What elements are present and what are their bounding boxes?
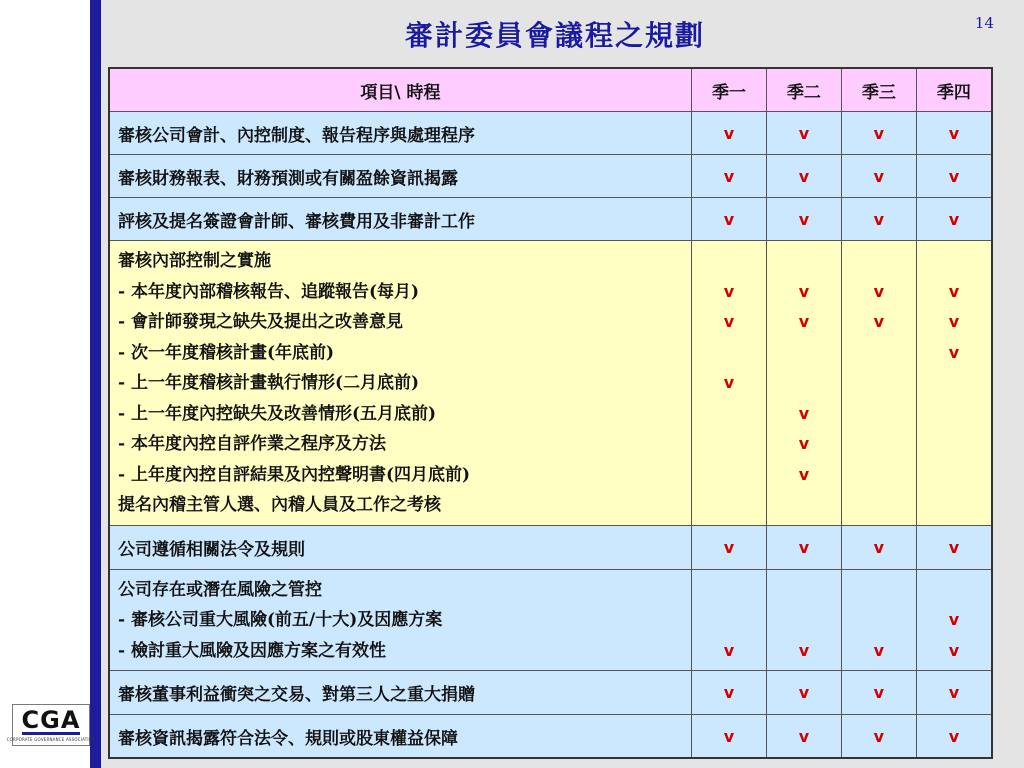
header-q1: 季一 <box>692 68 767 112</box>
internal-control-q1 <box>692 241 767 526</box>
agenda-table <box>108 67 993 759</box>
logo-text: CGA <box>21 706 81 734</box>
internal-control-q3 <box>841 241 916 526</box>
check-q2: v <box>766 525 841 569</box>
check-q3: v <box>841 715 916 759</box>
check-q4: v <box>916 671 992 715</box>
risk-q2 <box>766 569 841 671</box>
check-mark: v <box>723 281 735 301</box>
check-mark <box>700 429 758 460</box>
risk-q1 <box>692 569 767 671</box>
line: - 會計師發現之缺失及提出之改善意見 <box>118 312 403 332</box>
check-mark: v <box>798 403 810 423</box>
internal-control-item <box>109 241 692 526</box>
sidebar <box>0 0 101 768</box>
table-row <box>109 198 992 241</box>
check-mark: v <box>948 640 960 660</box>
check-mark <box>775 246 833 277</box>
line: - 審核公司重大風險(前五/十大)及因應方案 <box>118 610 443 630</box>
header-row <box>109 68 992 112</box>
check-mark: v <box>948 281 960 301</box>
check-mark: v <box>723 373 735 392</box>
table-row-risk <box>109 569 992 671</box>
row-item: 審核財務報表、財務預測或有關盈餘資訊揭露 <box>109 155 692 198</box>
line: - 上一年度稽核計畫執行情形(二月底前) <box>118 373 420 393</box>
row-item: 評核及提名簽證會計師、審核費用及非審計工作 <box>109 198 692 241</box>
check-q3: v <box>841 112 916 155</box>
line: 公司存在或潛在風險之管控 <box>118 579 322 600</box>
check-q3: v <box>841 525 916 569</box>
internal-control-q2 <box>766 241 841 526</box>
check-mark: v <box>948 312 960 331</box>
check-mark <box>700 575 758 606</box>
line: 提名內稽主管人選、內稽人員及工作之考核 <box>118 495 441 515</box>
check-q4: v <box>916 198 992 241</box>
check-mark: v <box>723 640 735 660</box>
check-mark <box>850 605 908 636</box>
check-q1: v <box>692 671 767 715</box>
check-mark <box>700 460 758 491</box>
check-mark <box>850 399 908 430</box>
check-mark <box>925 429 983 460</box>
check-mark <box>700 399 758 430</box>
line: - 檢討重大風險及因應方案之有效性 <box>118 640 386 661</box>
table-row <box>109 671 992 715</box>
line: - 上年度內控自評結果及內控聲明書(四月底前) <box>118 464 471 485</box>
slide-title: 審計委員會議程之規劃 <box>404 19 705 52</box>
check-mark: v <box>948 610 960 629</box>
header-q3: 季三 <box>841 68 916 112</box>
check-mark: v <box>723 312 735 331</box>
line: - 上一年度內控缺失及改善情形(五月底前) <box>118 403 437 424</box>
check-q1: v <box>692 715 767 759</box>
check-mark <box>700 338 758 369</box>
check-mark <box>850 575 908 606</box>
line: - 次一年度稽核計畫(年底前) <box>118 342 335 363</box>
check-mark: v <box>873 312 885 331</box>
risk-q3 <box>841 569 916 671</box>
table-row-internal-control <box>109 241 992 526</box>
check-mark <box>700 605 758 636</box>
check-mark <box>850 460 908 491</box>
check-q2: v <box>766 198 841 241</box>
table-row <box>109 112 992 155</box>
check-q2: v <box>766 671 841 715</box>
check-mark <box>850 490 908 521</box>
check-mark: v <box>873 281 885 301</box>
check-mark <box>850 338 908 369</box>
check-q4: v <box>916 155 992 198</box>
table-row <box>109 525 992 569</box>
check-mark: v <box>948 342 960 362</box>
check-mark: v <box>798 281 810 301</box>
check-q4: v <box>916 715 992 759</box>
check-mark <box>775 368 833 399</box>
header-q4: 季四 <box>916 68 992 112</box>
cga-logo <box>6 704 96 746</box>
check-mark: v <box>798 312 810 331</box>
check-mark <box>925 246 983 277</box>
check-mark <box>775 575 833 606</box>
check-q2: v <box>766 155 841 198</box>
header-item-schedule: 項目\ 時程 <box>109 68 692 112</box>
page-number: 14 <box>974 14 994 32</box>
check-q3: v <box>841 198 916 241</box>
risk-q4 <box>916 569 992 671</box>
check-q3: v <box>841 155 916 198</box>
row-item: 審核公司會計、內控制度、報告程序與處理程序 <box>109 112 692 155</box>
check-mark <box>925 575 983 606</box>
check-q1: v <box>692 525 767 569</box>
check-mark: v <box>798 464 810 484</box>
check-mark <box>850 429 908 460</box>
check-q1: v <box>692 155 767 198</box>
check-mark <box>775 605 833 636</box>
line: - 本年度內控自評作業之程序及方法 <box>118 434 386 454</box>
check-mark <box>700 490 758 521</box>
table-row <box>109 715 992 759</box>
line: 審核內部控制之實施 <box>118 251 271 271</box>
row-item: 審核董事利益衝突之交易、對第三人之重大捐贈 <box>109 671 692 715</box>
check-mark <box>850 246 908 277</box>
table-row <box>109 155 992 198</box>
check-q3: v <box>841 671 916 715</box>
risk-item <box>109 569 692 671</box>
row-item: 公司遵循相關法令及規則 <box>109 525 692 569</box>
check-q2: v <box>766 112 841 155</box>
check-mark: v <box>798 640 810 660</box>
check-mark <box>775 338 833 369</box>
internal-control-q4 <box>916 241 992 526</box>
row-item: 審核資訊揭露符合法令、規則或股東權益保障 <box>109 715 692 759</box>
check-mark: v <box>798 434 810 453</box>
check-mark: v <box>873 640 885 660</box>
check-q2: v <box>766 715 841 759</box>
check-q4: v <box>916 525 992 569</box>
check-mark <box>925 460 983 491</box>
header-q2: 季二 <box>766 68 841 112</box>
logo-subtitle: CORPORATE GOVERNANCE ASSOCIATION <box>6 737 96 742</box>
check-q1: v <box>692 198 767 241</box>
check-mark <box>925 368 983 399</box>
check-q4: v <box>916 112 992 155</box>
check-mark <box>700 246 758 277</box>
line: - 本年度內部稽核報告、追蹤報告(每月) <box>118 281 420 302</box>
check-mark <box>925 490 983 521</box>
check-mark <box>850 368 908 399</box>
check-mark <box>775 490 833 521</box>
sidebar-stripe <box>90 0 99 768</box>
check-mark <box>925 399 983 430</box>
check-q1: v <box>692 112 767 155</box>
